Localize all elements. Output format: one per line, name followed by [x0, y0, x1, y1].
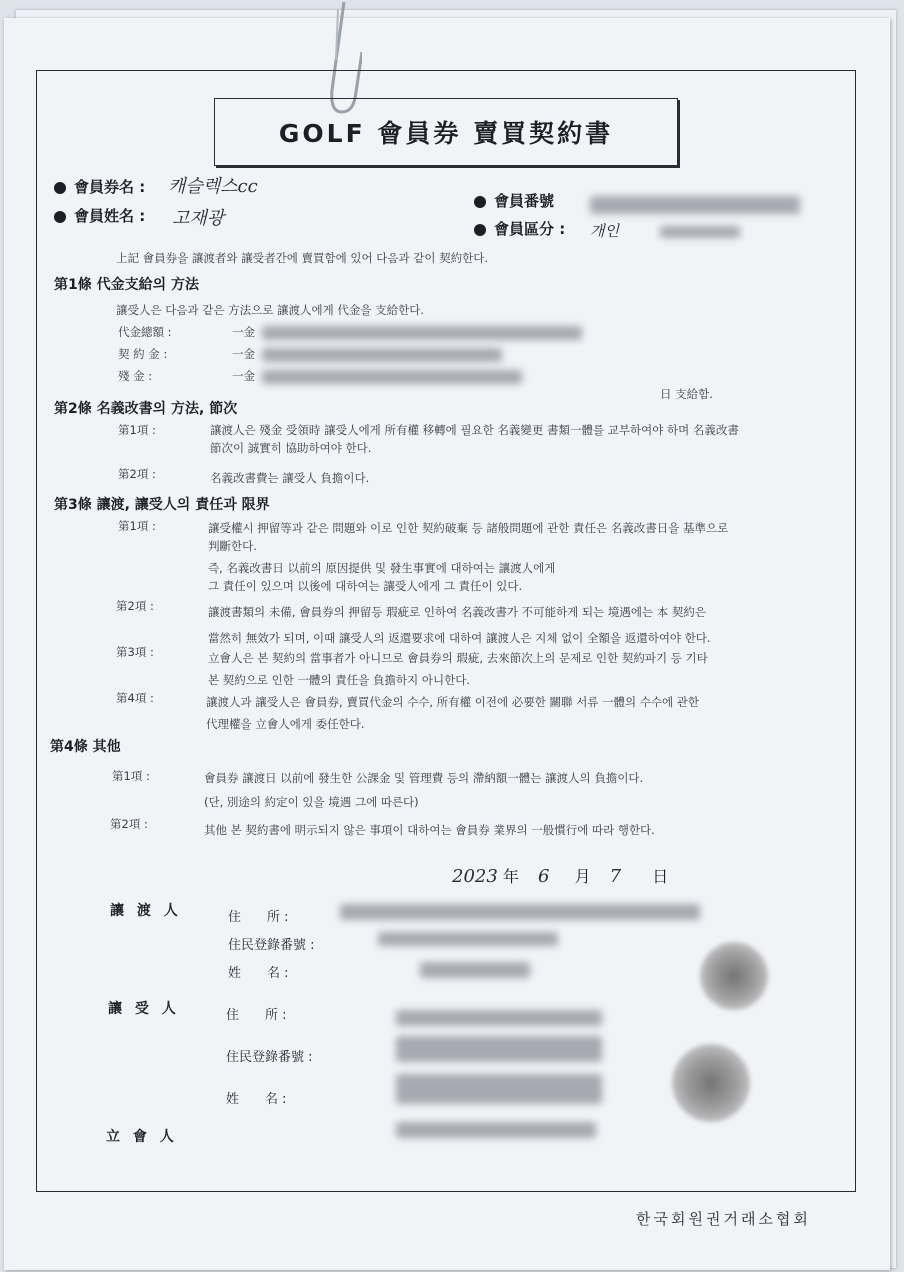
transferee-label: 讓 受 人: [108, 1001, 180, 1017]
article-3-item-1-line-1: 讓受權시 押留等과 같은 問題와 이로 인한 契約破棄 등 諸般問題에 관한 責任은 名義改書日을 基準으로: [208, 521, 729, 535]
article-1-total-prefix: 一金: [232, 325, 255, 339]
article-3-item-1-line-4: 그 責任이 있으며 以後에 대하여는 讓受人에게 그 責任이 있다.: [208, 579, 523, 593]
article-1-balance-suffix: 日 支給함.: [660, 387, 713, 401]
article-3-item-1-label: 第1項 :: [118, 519, 156, 533]
membership-name-label: 會員券名 :: [74, 178, 146, 196]
bullet-icon: [474, 196, 486, 208]
date-day: 7: [609, 866, 622, 887]
article-2-item-1-line-2: 節次이 誠實히 協助하여야 한다.: [210, 441, 372, 455]
date-day-unit: 日: [652, 867, 669, 886]
contract-date: [452, 864, 668, 887]
article-4-item-1-line-2: (단, 別途의 約定이 있을 境遇 그에 따른다): [204, 795, 419, 809]
date-month-unit: 月: [574, 867, 591, 886]
article-4-heading: 第4條 其他: [50, 739, 121, 755]
redacted-member-number: [590, 196, 800, 214]
transferee-id-label: 住民登錄番號 :: [226, 1050, 313, 1065]
date-year: 2023: [452, 866, 498, 887]
witness-label: 立 會 人: [106, 1129, 178, 1145]
bullet-icon: [54, 182, 66, 194]
article-3-item-2-line-1: 讓渡書類의 未備, 會員券의 押留등 瑕疵로 인하여 名義改書가 不可能하게 되는 境遇에는 本 契約은: [208, 605, 706, 619]
redacted-transferor-address: [340, 904, 700, 920]
membership-name-row: [54, 176, 145, 197]
transferor-id-label: 住民登錄番號 :: [228, 938, 315, 953]
transferor-seal: [700, 942, 768, 1010]
article-3-item-3-line-1: 立會人은 본 契約의 當事者가 아니므로 會員券의 瑕疵, 去來節次上의 문제로 인한 契約파기 등 기타: [208, 651, 708, 665]
transferor-address-label: 住 所 :: [228, 910, 289, 925]
redacted-class-detail: [660, 226, 740, 238]
transferor-label: 讓 渡 人: [110, 903, 182, 919]
transferee-seal: [672, 1044, 750, 1122]
redacted-transferor-name: [420, 962, 530, 978]
article-1-balance-prefix: 一金: [232, 369, 255, 383]
member-name-value: 고재광: [172, 208, 225, 229]
transferee-address-label: 住 所 :: [226, 1008, 287, 1023]
article-3-item-4-line-2: 代理權을 立會人에게 委任한다.: [206, 717, 365, 731]
article-2-item-1-line-1: 讓渡人은 殘金 受領時 讓受人에게 所有權 移轉에 필요한 名義變更 書類一體를 교부하여야 하며 名義改書: [210, 423, 739, 437]
transferee-name-label: 姓 名 :: [226, 1092, 287, 1107]
redacted-witness: [396, 1122, 596, 1138]
article-3-heading: 第3條 讓渡, 讓受人의 責任과 限界: [54, 497, 270, 513]
article-1-total-label: 代金總額 :: [118, 325, 172, 339]
redacted-transferee-name: [396, 1074, 602, 1104]
redacted-total-amount: [262, 326, 582, 340]
article-3-item-3-line-2: 본 契約으로 인한 一體의 責任을 負擔하지 아니한다.: [208, 673, 471, 687]
date-month: 6: [538, 866, 550, 887]
date-year-unit: 年: [502, 867, 519, 886]
redacted-balance-amount: [262, 370, 522, 384]
article-1-deposit-label: 契 約 金 :: [118, 347, 168, 361]
article-2-heading: 第2條 名義改書의 方法, 節次: [54, 401, 238, 417]
article-3-item-1-line-3: 즉, 名義改書日 以前의 原因提供 및 發生事實에 대하여는 讓渡人에게: [208, 561, 556, 575]
article-1-deposit-prefix: 一金: [232, 347, 255, 361]
preamble: 上記 會員券을 讓渡者와 讓受者간에 賣買함에 있어 다음과 같이 契約한다.: [116, 251, 489, 265]
document-title: GOLF 會員券 賣買契約書: [214, 98, 678, 166]
article-3-item-4-line-1: 讓渡人과 讓受人은 會員券, 賣買代金의 수수, 所有權 이전에 必要한 關聯 서류 一體의 수수에 관한: [206, 695, 700, 709]
article-4-item-2-label: 第2項 :: [110, 817, 148, 831]
article-1-text: 讓受人은 다음과 같은 方法으로 讓渡人에게 代金을 支給한다.: [116, 303, 425, 317]
article-3-item-2-label: 第2項 :: [116, 599, 154, 613]
article-4-item-1-line-1: 會員券 讓渡日 以前에 發生한 公課金 및 管理費 등의 滯納額一體는 讓渡人의 負擔이다.: [204, 771, 644, 785]
transferor-name-label: 姓 名 :: [228, 966, 289, 981]
member-name-row: [54, 205, 145, 226]
member-number-label: 會員番號: [494, 192, 555, 210]
membership-name-value: 캐슬렉스cc: [168, 176, 258, 197]
bullet-icon: [474, 224, 486, 236]
bullet-icon: [54, 211, 66, 223]
article-3-item-1-line-2: 判斷한다.: [208, 539, 257, 553]
redacted-transferee-address: [396, 1010, 602, 1026]
redacted-transferor-id: [378, 932, 558, 946]
article-4-item-2-line-1: 其他 본 契約書에 明示되지 않은 事項이 대하여는 會員券 業界의 一般慣行에 따라 행한다.: [204, 823, 655, 837]
article-4-item-1-label: 第1項 :: [112, 769, 150, 783]
member-class-label: 會員區分 :: [494, 220, 566, 238]
article-3-item-3-label: 第3項 :: [116, 645, 154, 659]
issuer-footer: 한국회원권거래소협회: [636, 1210, 811, 1228]
member-class-value: 개인: [590, 222, 619, 240]
member-name-label: 會員姓名 :: [74, 207, 146, 225]
member-number-row: [474, 190, 554, 211]
member-class-row: [474, 218, 565, 239]
article-2-item-2-line-1: 名義改書費는 讓受人 負擔이다.: [210, 471, 370, 485]
article-1-balance-label: 殘 金 :: [118, 369, 153, 383]
article-1-heading: 第1條 代金支給의 方法: [54, 277, 200, 293]
article-2-item-1-label: 第1項 :: [118, 423, 156, 437]
article-3-item-4-label: 第4項 :: [116, 691, 154, 705]
redacted-deposit-amount: [262, 348, 502, 362]
redacted-transferee-id: [396, 1036, 602, 1062]
article-2-item-2-label: 第2項 :: [118, 467, 156, 481]
article-3-item-2-line-2: 當然히 無效가 되며, 이때 讓受人의 返還要求에 대하여 讓渡人은 지체 없이 全額을 返還하여야 한다.: [208, 631, 711, 645]
